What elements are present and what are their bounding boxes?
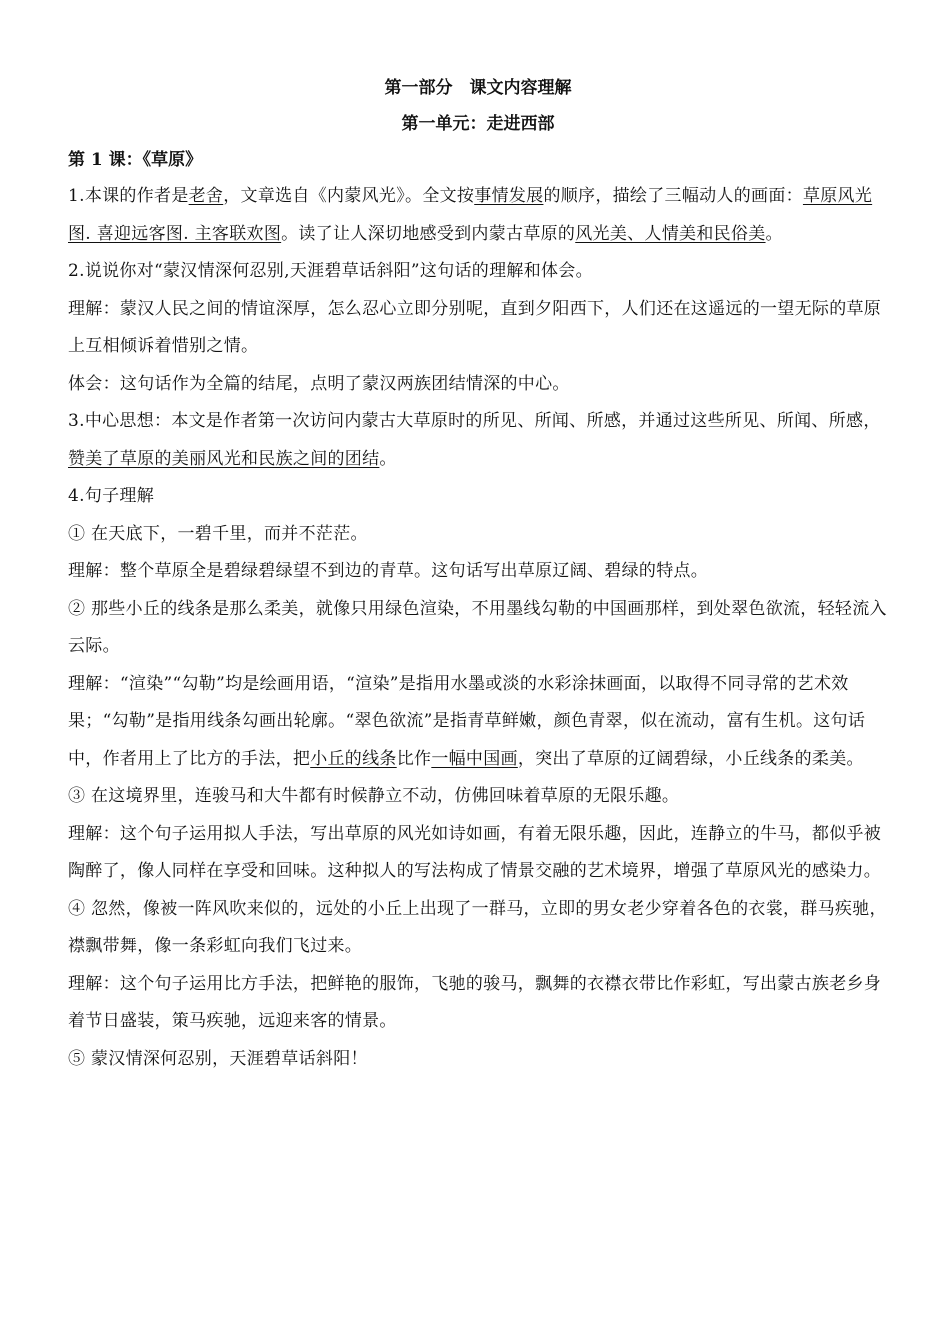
document-page <box>68 70 888 1078</box>
q2-understanding: 理解：蒙汉人民之间的情谊深厚，怎么忍心立即分别呢，直到夕阳西下，人们还在这遥远的一望无际的草原上互相倾诉着惜别之情。 <box>68 298 882 356</box>
q2-feeling: 体会：这句话作为全篇的结尾，点明了蒙汉两族团结情深的中心。 <box>68 373 570 394</box>
q1-author-underlined: 老舍 <box>188 186 224 206</box>
s2-exp-lines-underlined: 小丘的线条 <box>310 748 397 769</box>
s2-exp-text-1: 理解：“渲染”“勾勒”均是绘画用语，“渲染”是指用水墨或淡的水彩涂抹画面，以取得不同寻常的艺术效果；“勾勒”是指用线条勾画出轮廓。“翠色欲流”是指青草鲜嫩，颜色青翠，似在流动，富有生机。这句话中，作者用上了比方的手法，把 <box>68 673 866 769</box>
q3-paragraph <box>68 403 888 478</box>
s2-exp-text-3: ，突出了草原的辽阔碧绿，小丘线条的柔美。 <box>517 748 864 769</box>
q1-text-2: ，文章选自《内蒙风光》。全文按 <box>223 186 475 206</box>
sentence-3: ③ 在这境界里，连骏马和大牛都有时候静立不动，仿佛回味着草原的无限乐趣。 <box>68 786 680 806</box>
part-title: 第一部分 课文内容理解 <box>384 78 572 98</box>
sentence-2: ② 那些小丘的线条是那么柔美，就像只用绿色渲染，不用墨线勾勒的中国画那样，到处翠色欲流，轻轻流入云际。 <box>68 598 887 656</box>
q1-text-3: 的顺序，描绘了三幅动人的画面： <box>543 186 803 206</box>
q4-heading: 4.句子理解 <box>68 486 155 506</box>
q1-text-1: 1.本课的作者是 <box>68 186 189 206</box>
sentence-5: ⑤ 蒙汉情深何忍别，天涯碧草话斜阳！ <box>68 1048 368 1069</box>
q1-scenes-underlined: 草原风光图. 喜迎远客图. 主客联欢图 <box>68 186 873 244</box>
q1-beauty-underlined: 风光美、人情美和民俗美 <box>575 223 766 244</box>
unit-title: 第一单元：走进西部 <box>401 114 555 134</box>
q1-paragraph <box>68 178 888 253</box>
q3-text-2: 。 <box>379 448 397 469</box>
sentence-1-explanation: 理解：整个草原全是碧绿碧绿望不到边的青草。这句话写出草原辽阔、碧绿的特点。 <box>68 561 709 581</box>
sentence-4-explanation: 理解：这个句子运用比方手法，把鲜艳的服饰，飞驰的骏马，飘舞的衣襟衣带比作彩虹，写出蒙古族老乡身着节日盛装，策马疾驰，远迎来客的情景。 <box>68 973 882 1031</box>
sentence-1: ① 在天底下，一碧千里，而并不茫茫。 <box>68 523 368 544</box>
sentence-2-explanation <box>68 666 888 779</box>
q1-text-5: 。 <box>765 223 783 244</box>
q1-order-underlined: 事情发展 <box>474 186 544 206</box>
q1-text-4: 。读了让人深切地感受到内蒙古草原的 <box>281 223 576 244</box>
s2-exp-text-2: 比作 <box>396 748 432 769</box>
sentence-3-explanation: 理解：这个句子运用拟人手法，写出草原的风光如诗如画，有着无限乐趣，因此，连静立的牛马，都似乎被陶醉了，像人同样在享受和回味。这种拟人的写法构成了情景交融的艺术境界，增强了草原风光的感染力。 <box>68 823 882 881</box>
q3-text-1: 3.中心思想：本文是作者第一次访问内蒙古大草原时的所见、所闻、所感，并通过这些所见、所闻、所感， <box>68 411 881 431</box>
sentence-4: ④ 忽然，像被一阵风吹来似的，远处的小丘上出现了一群马，立即的男女老少穿着各色的衣裳，群马疾驰，襟飘带舞，像一条彩虹向我们飞过来。 <box>68 898 887 956</box>
s2-exp-painting-underlined: 一幅中国画 <box>431 748 518 769</box>
q2-question: 2.说说你对“蒙汉情深何忍别,天涯碧草话斜阳”这句话的理解和体会。 <box>68 261 593 281</box>
q3-theme-underlined: 赞美了草原的美丽风光和民族之间的团结 <box>68 448 380 469</box>
lesson-title: 第 1 课：《草原》 <box>68 150 203 170</box>
